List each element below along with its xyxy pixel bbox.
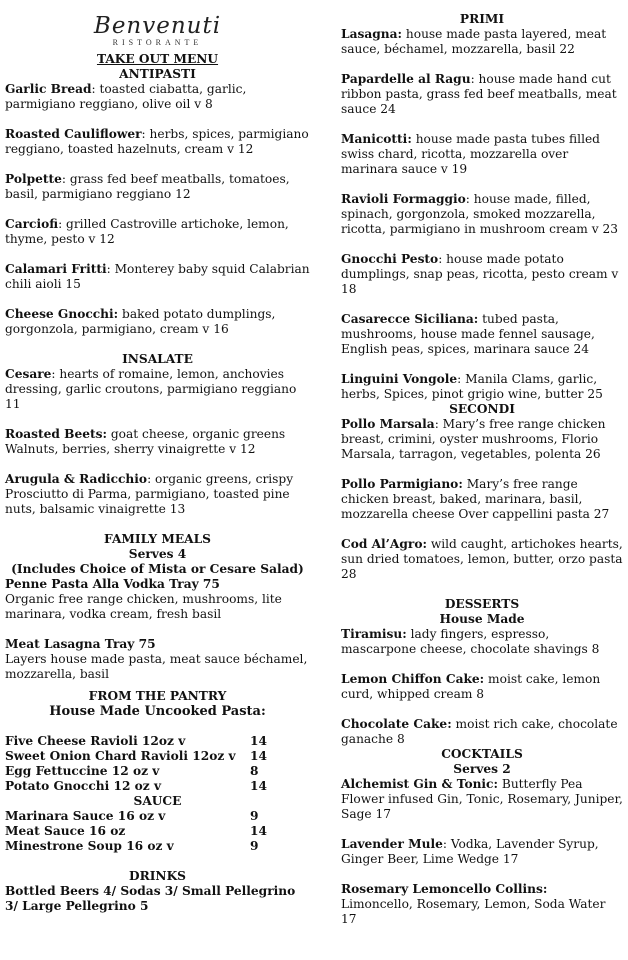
sauce-price-list — [5, 809, 310, 854]
menu-item: Cesare: hearts of romaine, lemon, anchovies dressing, garlic croutons, parmigiano reggiano 11 — [5, 367, 297, 411]
price-row: Egg Fettuccine 12 oz v 8 — [5, 764, 259, 778]
menu-item: Carciofi: grilled Castroville artichoke, lemon, thyme, pesto v 12 — [5, 217, 289, 246]
menu-item: Tiramisu: lady fingers, espresso, mascarpone cheese, chocolate shavings 8 — [341, 627, 600, 656]
right-column — [341, 0, 623, 927]
pasta-price-list — [5, 734, 310, 794]
price-row: Potato Gnocchi 12 oz v 14 — [5, 779, 267, 793]
menu-item: Ravioli Formaggio: house made, filled, spinach, gorgonzola, smoked mozzarella, ricotta, parmigiano in mushroom cream v 23 — [341, 192, 618, 236]
family-serves: Serves 4 — [128, 547, 187, 561]
insalate-heading: INSALATE — [122, 352, 193, 366]
menu-item: Rosemary Lemoncello Collins: Limoncello, Rosemary, Lemon, Soda Water 17 — [341, 882, 606, 926]
cocktails-serves: Serves 2 — [453, 762, 511, 776]
menu-item: Casarecce Siciliana: tubed pasta, mushrooms, house made fennel sausage, English peas, spices, marinara sauce 24 — [341, 312, 595, 356]
price-row: Minestrone Soup 16 oz v 9 — [5, 839, 259, 853]
logo-subtitle: RISTORANTE — [112, 38, 203, 47]
menu-title: TAKE OUT MENU — [96, 52, 219, 66]
antipasti-heading: ANTIPASTI — [119, 67, 196, 81]
pantry-heading: FROM THE PANTRY — [88, 689, 227, 703]
desserts-list — [341, 627, 623, 747]
desserts-subtitle: House Made — [439, 612, 525, 626]
menu-item: Chocolate Cake: moist rich cake, chocolate ganache 8 — [341, 717, 618, 746]
cocktails-heading: COCKTAILS — [441, 747, 523, 761]
price-row: Sweet Onion Chard Ravioli 12oz v 14 — [5, 749, 267, 763]
menu-item: Linguini Vongole: Manila Clams, garlic, herbs, Spices, pinot grigio wine, butter 25 — [341, 372, 603, 401]
pantry-subtitle: House Made Uncooked Pasta: — [49, 704, 266, 719]
menu-item: Polpette: grass fed beef meatballs, tomatoes, basil, parmigiano reggiano 12 — [5, 172, 290, 201]
menu-item: Lavender Mule: Vodka, Lavender Syrup, Ginger Beer, Lime Wedge 17 — [341, 837, 599, 866]
menu-item: Lasagna: house made pasta layered, meat sauce, béchamel, mozzarella, basil 22 — [341, 27, 607, 56]
price-row: Five Cheese Ravioli 12oz v 14 — [5, 734, 267, 748]
menu-item: Gnocchi Pesto: house made potato dumplings, snap peas, ricotta, pesto cream v 18 — [341, 252, 619, 296]
secondi-heading: SECONDI — [449, 402, 515, 416]
menu-item: Cod Al’Agro: wild caught, artichokes hearts, sun dried tomatoes, lemon, butter, orzo pasta 28 — [341, 537, 623, 581]
primi-heading: PRIMI — [459, 12, 505, 26]
menu-item: Lemon Chiffon Cake: moist cake, lemon curd, whipped cream 8 — [341, 672, 601, 701]
menu-item: Meat Lasagna Tray 75 Layers house made pasta, meat sauce béchamel, mozzarella, basil — [5, 637, 308, 681]
menu-item: Pollo Marsala: Mary’s free range chicken breast, crimini, oyster mushrooms, Florio Marsala, tarragon, vegetables, polenta 26 — [341, 417, 606, 461]
menu-item: Papardelle al Ragu: house made hand cut ribbon pasta, grass fed beef meatballs, meat sauce 24 — [341, 72, 617, 116]
primi-list — [341, 27, 623, 402]
menu-item: Calamari Fritti: Monterey baby squid Calabrian chili aioli 15 — [5, 262, 310, 291]
restaurant-logo — [5, 0, 310, 48]
family-list — [5, 577, 310, 682]
sauce-heading: SAUCE — [133, 794, 182, 808]
family-note: (Includes Choice of Mista or Cesare Salad) — [11, 562, 304, 576]
menu-item: Garlic Bread: toasted ciabatta, garlic, parmigiano reggiano, olive oil v 8 — [5, 82, 247, 111]
antipasti-list — [5, 82, 310, 337]
menu-item: Manicotti: house made pasta tubes filled swiss chard, ricotta, mozzarella over marinara sauce v 19 — [341, 132, 600, 176]
price-row: Meat Sauce 16 oz 14 — [5, 824, 267, 838]
desserts-heading: DESSERTS — [444, 597, 520, 611]
drinks-text: Bottled Beers 4/ Sodas 3/ Small Pellegrino 3/ Large Pellegrino 5 — [5, 884, 296, 913]
secondi-list — [341, 417, 623, 582]
left-column — [5, 0, 310, 914]
menu-item: Penne Pasta Alla Vodka Tray 75 Organic free range chicken, mushrooms, lite marinara, vodka cream, fresh basil — [5, 577, 282, 621]
menu-item: Cheese Gnocchi: baked potato dumplings, gorgonzola, parmigiano, cream v 16 — [5, 307, 276, 336]
menu-item: Arugula & Radicchio: organic greens, crispy Prosciutto di Parma, parmigiano, toasted pine nuts, balsamic vinaigrette 13 — [5, 472, 294, 516]
drinks-heading: DRINKS — [129, 869, 186, 883]
menu-item: Roasted Beets: goat cheese, organic greens Walnuts, berries, sherry vinaigrette v 12 — [5, 427, 286, 456]
price-row: Marinara Sauce 16 oz v 9 — [5, 809, 259, 823]
insalate-list — [5, 367, 310, 517]
cocktails-list — [341, 777, 623, 927]
menu-item: Alchemist Gin & Tonic: Butterfly Pea Flower infused Gin, Tonic, Rosemary, Juniper, Sage 17 — [341, 777, 623, 821]
menu-item: Roasted Cauliflower: herbs, spices, parmigiano reggiano, toasted hazelnuts, cream v 12 — [5, 127, 309, 156]
menu-item: Pollo Parmigiano: Mary’s free range chicken breast, baked, marinara, basil, mozzarella cheese Over cappellini pasta 27 — [341, 477, 610, 521]
family-meals-heading: FAMILY MEALS — [104, 532, 211, 546]
logo-name: Benvenuti — [93, 13, 222, 39]
